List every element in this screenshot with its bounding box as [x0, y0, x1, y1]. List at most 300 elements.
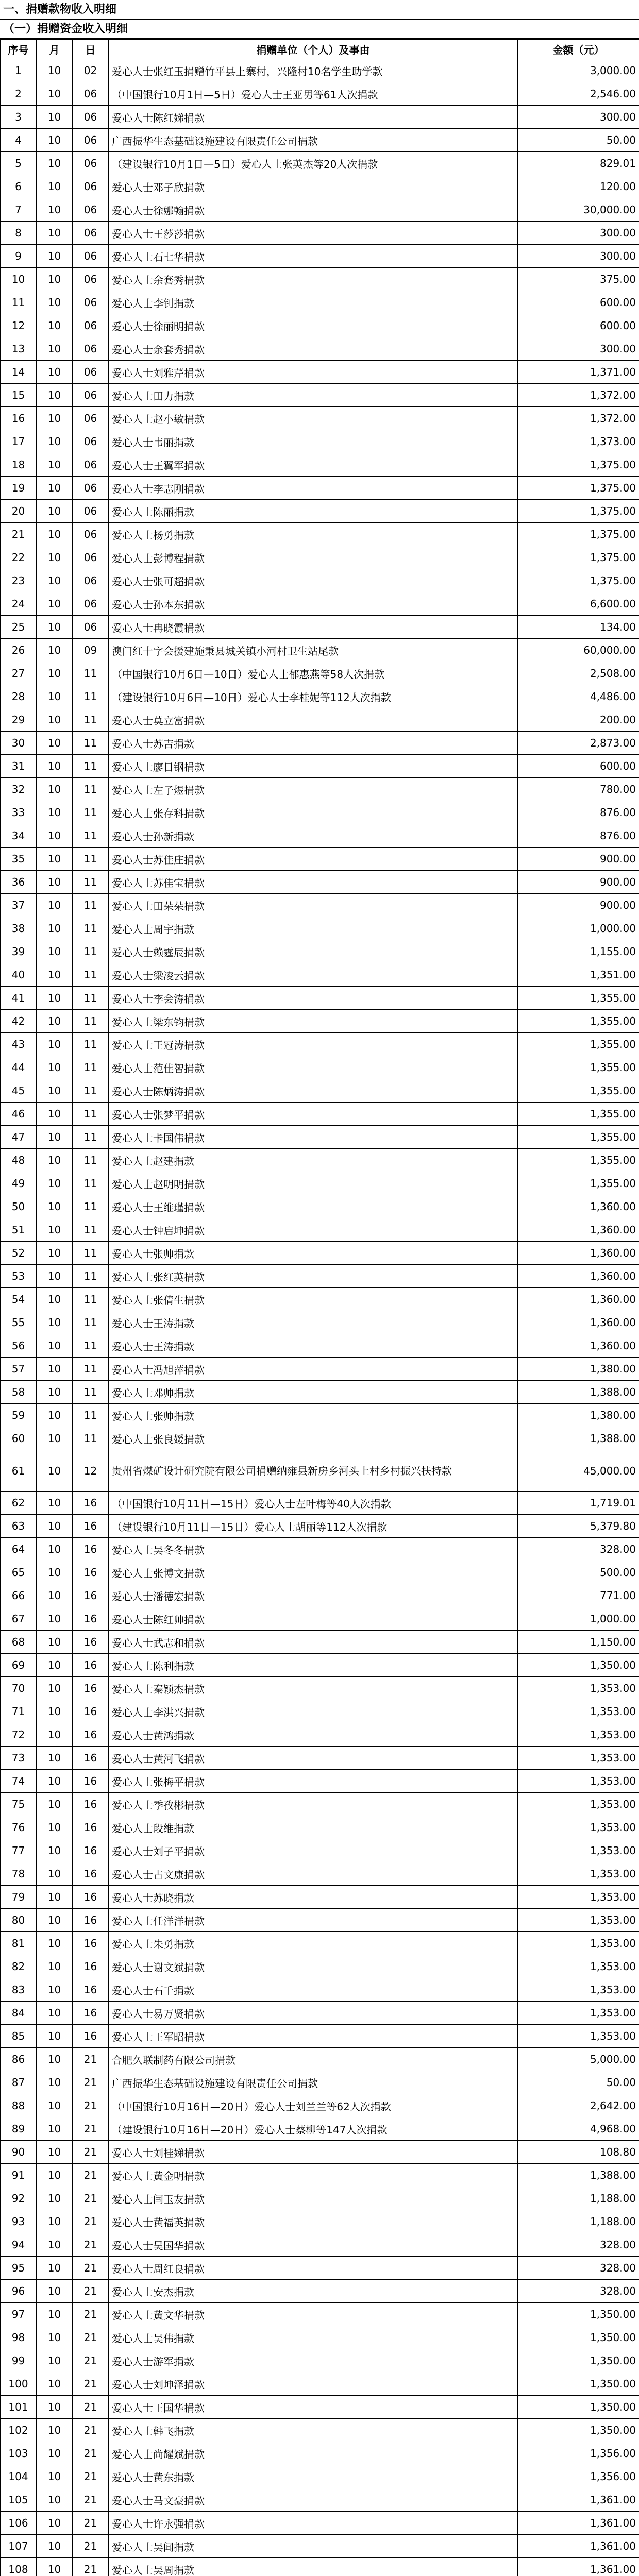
- row-donor: 爱心人士张帅捐款: [109, 1242, 518, 1265]
- table-row: [1, 1654, 639, 1677]
- row-amount: 1,372.00: [518, 407, 639, 430]
- row-donor: 爱心人士徐丽明捐款: [109, 314, 518, 337]
- row-seq: 73: [1, 1747, 37, 1770]
- table-row: [1, 106, 639, 129]
- row-amount: 1,360.00: [518, 1242, 639, 1265]
- table-row: [1, 801, 639, 824]
- row-donor: 爱心人士李会涛捐款: [109, 987, 518, 1010]
- row-amount: 300.00: [518, 222, 639, 245]
- row-donor: 爱心人士刘雅芹捐款: [109, 361, 518, 384]
- row-month: 10: [37, 2558, 73, 2576]
- row-day: 11: [73, 801, 109, 824]
- row-day: 16: [73, 1747, 109, 1770]
- row-day: 11: [73, 824, 109, 848]
- table-row: [1, 616, 639, 639]
- row-amount: 1,353.00: [518, 1955, 639, 1978]
- row-seq: 54: [1, 1288, 37, 1311]
- row-donor: 爱心人士杨勇捐款: [109, 523, 518, 546]
- row-donor: 爱心人士黄鸿捐款: [109, 1723, 518, 1747]
- row-donor: 爱心人士余套秀捐款: [109, 337, 518, 361]
- table-row: [1, 1056, 639, 1079]
- row-month: 10: [37, 2141, 73, 2164]
- table-row: [1, 1816, 639, 1839]
- row-amount: 1,380.00: [518, 1358, 639, 1381]
- row-day: 16: [73, 1932, 109, 1955]
- row-seq: 96: [1, 2280, 37, 2303]
- row-donor: 爱心人士黄文华捐款: [109, 2303, 518, 2326]
- row-seq: 35: [1, 848, 37, 871]
- row-month: 10: [37, 314, 73, 337]
- row-amount: 1,360.00: [518, 1218, 639, 1242]
- row-seq: 108: [1, 2558, 37, 2576]
- row-seq: 36: [1, 871, 37, 894]
- row-month: 10: [37, 1723, 73, 1747]
- row-day: 11: [73, 1195, 109, 1218]
- row-seq: 91: [1, 2164, 37, 2187]
- table-row: [1, 894, 639, 917]
- row-seq: 22: [1, 546, 37, 569]
- row-day: 16: [73, 1978, 109, 2002]
- row-amount: 1,375.00: [518, 500, 639, 523]
- row-seq: 12: [1, 314, 37, 337]
- row-day: 16: [73, 1654, 109, 1677]
- row-day: 21: [73, 2141, 109, 2164]
- table-row: [1, 500, 639, 523]
- row-donor: 爱心人士赵建捐款: [109, 1149, 518, 1172]
- row-seq: 86: [1, 2048, 37, 2071]
- table-row: [1, 1607, 639, 1631]
- row-donor: 爱心人士赵明明捐款: [109, 1172, 518, 1195]
- table-row: [1, 1839, 639, 1862]
- row-day: 21: [73, 2535, 109, 2558]
- row-day: 06: [73, 106, 109, 129]
- row-month: 10: [37, 1334, 73, 1358]
- row-donor: 爱心人士赵小敏捐款: [109, 407, 518, 430]
- row-seq: 17: [1, 430, 37, 453]
- table-row: [1, 2002, 639, 2025]
- row-seq: 106: [1, 2512, 37, 2535]
- row-seq: 57: [1, 1358, 37, 1381]
- table-row: [1, 337, 639, 361]
- row-month: 10: [37, 778, 73, 801]
- row-day: 06: [73, 453, 109, 477]
- table-row: [1, 1723, 639, 1747]
- table-row: [1, 2048, 639, 2071]
- row-seq: 13: [1, 337, 37, 361]
- row-seq: 37: [1, 894, 37, 917]
- table-row: [1, 477, 639, 500]
- row-day: 11: [73, 662, 109, 685]
- row-donor: 爱心人士张存科捐款: [109, 801, 518, 824]
- table-row: [1, 1492, 639, 1515]
- table-row: [1, 1978, 639, 2002]
- row-month: 10: [37, 2303, 73, 2326]
- row-month: 10: [37, 2535, 73, 2558]
- row-seq: 38: [1, 917, 37, 940]
- row-donor: 爱心人士吴伟捐款: [109, 2326, 518, 2349]
- row-amount: 1,375.00: [518, 546, 639, 569]
- row-seq: 70: [1, 1677, 37, 1700]
- table-row: [1, 222, 639, 245]
- row-seq: 76: [1, 1816, 37, 1839]
- row-month: 10: [37, 616, 73, 639]
- table-row: [1, 1862, 639, 1886]
- row-amount: 1,380.00: [518, 1404, 639, 1427]
- table-row: [1, 1538, 639, 1561]
- row-amount: 1,375.00: [518, 569, 639, 592]
- row-month: 10: [37, 175, 73, 198]
- row-amount: 60,000.00: [518, 639, 639, 662]
- row-month: 10: [37, 1839, 73, 1862]
- row-donor: （中国银行10月6日—10日）爱心人士郁惠燕等58人次捐款: [109, 662, 518, 685]
- row-month: 10: [37, 732, 73, 755]
- table-row: [1, 848, 639, 871]
- table-row: [1, 2372, 639, 2396]
- row-day: 11: [73, 894, 109, 917]
- row-amount: 1,355.00: [518, 1056, 639, 1079]
- row-day: 06: [73, 268, 109, 291]
- table-row: [1, 2442, 639, 2465]
- row-seq: 56: [1, 1334, 37, 1358]
- row-day: 11: [73, 1311, 109, 1334]
- row-day: 16: [73, 1677, 109, 1700]
- row-amount: 120.00: [518, 175, 639, 198]
- row-month: 10: [37, 1056, 73, 1079]
- row-seq: 52: [1, 1242, 37, 1265]
- row-donor: 爱心人士王翼军捐款: [109, 453, 518, 477]
- row-amount: 1,355.00: [518, 1126, 639, 1149]
- row-seq: 49: [1, 1172, 37, 1195]
- row-donor: 爱心人士苏晓捐款: [109, 1886, 518, 1909]
- row-day: 16: [73, 2002, 109, 2025]
- table-row: [1, 1311, 639, 1334]
- row-seq: 45: [1, 1079, 37, 1103]
- row-day: 21: [73, 2210, 109, 2233]
- row-month: 10: [37, 1079, 73, 1103]
- row-day: 11: [73, 1381, 109, 1404]
- row-amount: 1,360.00: [518, 1288, 639, 1311]
- row-amount: 1,353.00: [518, 1747, 639, 1770]
- row-seq: 48: [1, 1149, 37, 1172]
- row-amount: 1,353.00: [518, 1978, 639, 2002]
- row-donor: （中国银行10月11日—15日）爱心人士左叶梅等40人次捐款: [109, 1492, 518, 1515]
- row-seq: 16: [1, 407, 37, 430]
- table-row: [1, 1747, 639, 1770]
- row-month: 10: [37, 2419, 73, 2442]
- row-seq: 6: [1, 175, 37, 198]
- row-seq: 97: [1, 2303, 37, 2326]
- row-donor: 爱心人士梁凌云捐款: [109, 963, 518, 987]
- row-month: 10: [37, 1700, 73, 1723]
- row-donor: （建设银行10月16日—20日）爱心人士蔡柳等147人次捐款: [109, 2117, 518, 2141]
- header-donor: 捐赠单位（个人）及事由: [109, 40, 518, 59]
- table-row: [1, 639, 639, 662]
- row-seq: 87: [1, 2071, 37, 2094]
- row-day: 11: [73, 1288, 109, 1311]
- row-seq: 53: [1, 1265, 37, 1288]
- row-month: 10: [37, 755, 73, 778]
- row-amount: 1,360.00: [518, 1265, 639, 1288]
- row-day: 06: [73, 175, 109, 198]
- table-row: [1, 1265, 639, 1288]
- row-seq: 63: [1, 1515, 37, 1538]
- row-month: 10: [37, 685, 73, 708]
- row-amount: 1,353.00: [518, 1932, 639, 1955]
- row-seq: 5: [1, 152, 37, 175]
- row-amount: 1,353.00: [518, 1677, 639, 1700]
- row-month: 10: [37, 1561, 73, 1584]
- row-amount: 500.00: [518, 1561, 639, 1584]
- table-row: [1, 384, 639, 407]
- row-seq: 102: [1, 2419, 37, 2442]
- row-amount: 1,353.00: [518, 1770, 639, 1793]
- row-donor: 爱心人士周宇捐款: [109, 917, 518, 940]
- row-month: 10: [37, 592, 73, 616]
- row-day: 16: [73, 1816, 109, 1839]
- table-row: [1, 1172, 639, 1195]
- row-day: 11: [73, 1149, 109, 1172]
- row-seq: 99: [1, 2349, 37, 2372]
- row-donor: 爱心人士梁东钧捐款: [109, 1010, 518, 1033]
- row-month: 10: [37, 987, 73, 1010]
- row-month: 10: [37, 1265, 73, 1288]
- row-donor: 爱心人士邓帅捐款: [109, 1381, 518, 1404]
- row-day: 11: [73, 755, 109, 778]
- row-month: 10: [37, 1607, 73, 1631]
- table-row: [1, 1218, 639, 1242]
- row-amount: 108.80: [518, 2141, 639, 2164]
- table-row: [1, 2326, 639, 2349]
- page-title: 一、捐赠款物收入明细: [0, 0, 639, 20]
- row-month: 10: [37, 871, 73, 894]
- row-amount: 30,000.00: [518, 198, 639, 222]
- row-amount: 1,353.00: [518, 1839, 639, 1862]
- row-donor: （建设银行10月11日—15日）爱心人士胡丽等112人次捐款: [109, 1515, 518, 1538]
- row-amount: 1,351.00: [518, 963, 639, 987]
- row-amount: 876.00: [518, 824, 639, 848]
- row-day: 11: [73, 1103, 109, 1126]
- table-row: [1, 2141, 639, 2164]
- table-row: [1, 2280, 639, 2303]
- row-month: 10: [37, 361, 73, 384]
- row-month: 10: [37, 1770, 73, 1793]
- row-amount: 1,353.00: [518, 2025, 639, 2048]
- row-donor: 爱心人士张梦平捐款: [109, 1103, 518, 1126]
- row-amount: 1,353.00: [518, 1862, 639, 1886]
- row-amount: 1,350.00: [518, 2419, 639, 2442]
- row-donor: 爱心人士黄河飞捐款: [109, 1747, 518, 1770]
- row-seq: 71: [1, 1700, 37, 1723]
- row-month: 10: [37, 1793, 73, 1816]
- table-row: [1, 824, 639, 848]
- row-amount: 900.00: [518, 848, 639, 871]
- row-day: 21: [73, 2187, 109, 2210]
- row-month: 10: [37, 1886, 73, 1909]
- table-row: [1, 2488, 639, 2512]
- row-day: 21: [73, 2465, 109, 2488]
- row-day: 21: [73, 2512, 109, 2535]
- row-day: 11: [73, 1358, 109, 1381]
- row-donor: 爱心人士易万贤捐款: [109, 2002, 518, 2025]
- table-row: [1, 152, 639, 175]
- row-month: 10: [37, 1654, 73, 1677]
- row-donor: （中国银行10月1日—5日）爱心人士王亚男等61人次捐款: [109, 82, 518, 106]
- table-row: [1, 1886, 639, 1909]
- row-seq: 50: [1, 1195, 37, 1218]
- row-donor: 爱心人士刘桂娣捐款: [109, 2141, 518, 2164]
- row-seq: 107: [1, 2535, 37, 2558]
- row-amount: 1,371.00: [518, 361, 639, 384]
- row-month: 10: [37, 268, 73, 291]
- row-amount: 134.00: [518, 616, 639, 639]
- row-month: 10: [37, 940, 73, 963]
- row-day: 21: [73, 2048, 109, 2071]
- row-day: 16: [73, 1839, 109, 1862]
- row-donor: 爱心人士秦颖杰捐款: [109, 1677, 518, 1700]
- table-row: [1, 2465, 639, 2488]
- row-seq: 14: [1, 361, 37, 384]
- row-seq: 103: [1, 2442, 37, 2465]
- row-seq: 77: [1, 1839, 37, 1862]
- row-seq: 85: [1, 2025, 37, 2048]
- row-donor: 爱心人士任洋洋捐款: [109, 1909, 518, 1932]
- row-month: 10: [37, 1978, 73, 2002]
- row-month: 10: [37, 1218, 73, 1242]
- row-amount: 1,350.00: [518, 2303, 639, 2326]
- row-seq: 32: [1, 778, 37, 801]
- row-amount: 4,968.00: [518, 2117, 639, 2141]
- row-donor: 爱心人士范佳智捐款: [109, 1056, 518, 1079]
- row-amount: 1,375.00: [518, 477, 639, 500]
- table-row: [1, 198, 639, 222]
- row-day: 06: [73, 477, 109, 500]
- row-donor: 爱心人士陈炳涛捐款: [109, 1079, 518, 1103]
- row-month: 10: [37, 2488, 73, 2512]
- row-donor: 爱心人士刘子平捐款: [109, 1839, 518, 1862]
- row-day: 11: [73, 685, 109, 708]
- table-row: [1, 1079, 639, 1103]
- row-day: 16: [73, 1538, 109, 1561]
- row-day: 21: [73, 2419, 109, 2442]
- row-month: 10: [37, 291, 73, 314]
- row-amount: 1,719.01: [518, 1492, 639, 1515]
- row-month: 10: [37, 1747, 73, 1770]
- row-day: 21: [73, 2280, 109, 2303]
- row-amount: 1,188.00: [518, 2210, 639, 2233]
- row-seq: 58: [1, 1381, 37, 1404]
- row-day: 06: [73, 245, 109, 268]
- table-row: [1, 2094, 639, 2117]
- row-day: 12: [73, 1450, 109, 1492]
- row-amount: 375.00: [518, 268, 639, 291]
- row-seq: 104: [1, 2465, 37, 2488]
- row-month: 10: [37, 848, 73, 871]
- row-amount: 200.00: [518, 708, 639, 732]
- table-row: [1, 453, 639, 477]
- row-day: 11: [73, 871, 109, 894]
- row-donor: 爱心人士徐娜翰捐款: [109, 198, 518, 222]
- table-row: [1, 1793, 639, 1816]
- table-row: [1, 2558, 639, 2576]
- row-month: 10: [37, 963, 73, 987]
- table-row: [1, 1955, 639, 1978]
- row-donor: （建设银行10月6日—10日）爱心人士李桂妮等112人次捐款: [109, 685, 518, 708]
- row-month: 10: [37, 500, 73, 523]
- row-amount: 1,361.00: [518, 2512, 639, 2535]
- row-amount: 1,360.00: [518, 1311, 639, 1334]
- row-month: 10: [37, 1358, 73, 1381]
- row-seq: 15: [1, 384, 37, 407]
- table-row: [1, 987, 639, 1010]
- row-amount: 1,388.00: [518, 2164, 639, 2187]
- row-amount: 1,355.00: [518, 1079, 639, 1103]
- row-amount: 900.00: [518, 871, 639, 894]
- row-seq: 79: [1, 1886, 37, 1909]
- table-row: [1, 963, 639, 987]
- row-seq: 105: [1, 2488, 37, 2512]
- row-seq: 2: [1, 82, 37, 106]
- header-seq: 序号: [1, 40, 37, 59]
- table-row: [1, 2303, 639, 2326]
- row-day: 16: [73, 1909, 109, 1932]
- row-day: 06: [73, 523, 109, 546]
- table-row: [1, 2025, 639, 2048]
- row-month: 10: [37, 1492, 73, 1515]
- row-month: 10: [37, 2280, 73, 2303]
- row-donor: 爱心人士尚耀斌捐款: [109, 2442, 518, 2465]
- row-seq: 4: [1, 129, 37, 152]
- row-amount: 1,000.00: [518, 1607, 639, 1631]
- row-day: 16: [73, 1561, 109, 1584]
- row-seq: 95: [1, 2257, 37, 2280]
- row-amount: 1,350.00: [518, 2326, 639, 2349]
- row-day: 16: [73, 1492, 109, 1515]
- row-month: 10: [37, 894, 73, 917]
- row-seq: 101: [1, 2396, 37, 2419]
- row-day: 06: [73, 198, 109, 222]
- row-day: 16: [73, 1886, 109, 1909]
- row-day: 06: [73, 616, 109, 639]
- row-month: 10: [37, 2233, 73, 2257]
- row-amount: 1,375.00: [518, 453, 639, 477]
- row-donor: 爱心人士吴冬冬捐款: [109, 1538, 518, 1561]
- table-header-row: [1, 40, 639, 59]
- row-amount: 1,355.00: [518, 1010, 639, 1033]
- row-month: 10: [37, 430, 73, 453]
- row-seq: 24: [1, 592, 37, 616]
- row-day: 06: [73, 361, 109, 384]
- row-donor: 爱心人士马文豪捐款: [109, 2488, 518, 2512]
- row-day: 21: [73, 2233, 109, 2257]
- row-month: 10: [37, 2094, 73, 2117]
- row-seq: 30: [1, 732, 37, 755]
- table-row: [1, 2233, 639, 2257]
- row-amount: 4,486.00: [518, 685, 639, 708]
- row-amount: 1,388.00: [518, 1427, 639, 1450]
- row-month: 10: [37, 1242, 73, 1265]
- row-donor: 爱心人士田朵朵捐款: [109, 894, 518, 917]
- row-donor: 爱心人士张帅捐款: [109, 1404, 518, 1427]
- table-row: [1, 1381, 639, 1404]
- row-donor: 爱心人士陈红娣捐款: [109, 106, 518, 129]
- row-seq: 3: [1, 106, 37, 129]
- table-row: [1, 1909, 639, 1932]
- table-row: [1, 1450, 639, 1492]
- row-seq: 40: [1, 963, 37, 987]
- row-month: 10: [37, 337, 73, 361]
- row-amount: 50.00: [518, 2071, 639, 2094]
- table-row: [1, 2164, 639, 2187]
